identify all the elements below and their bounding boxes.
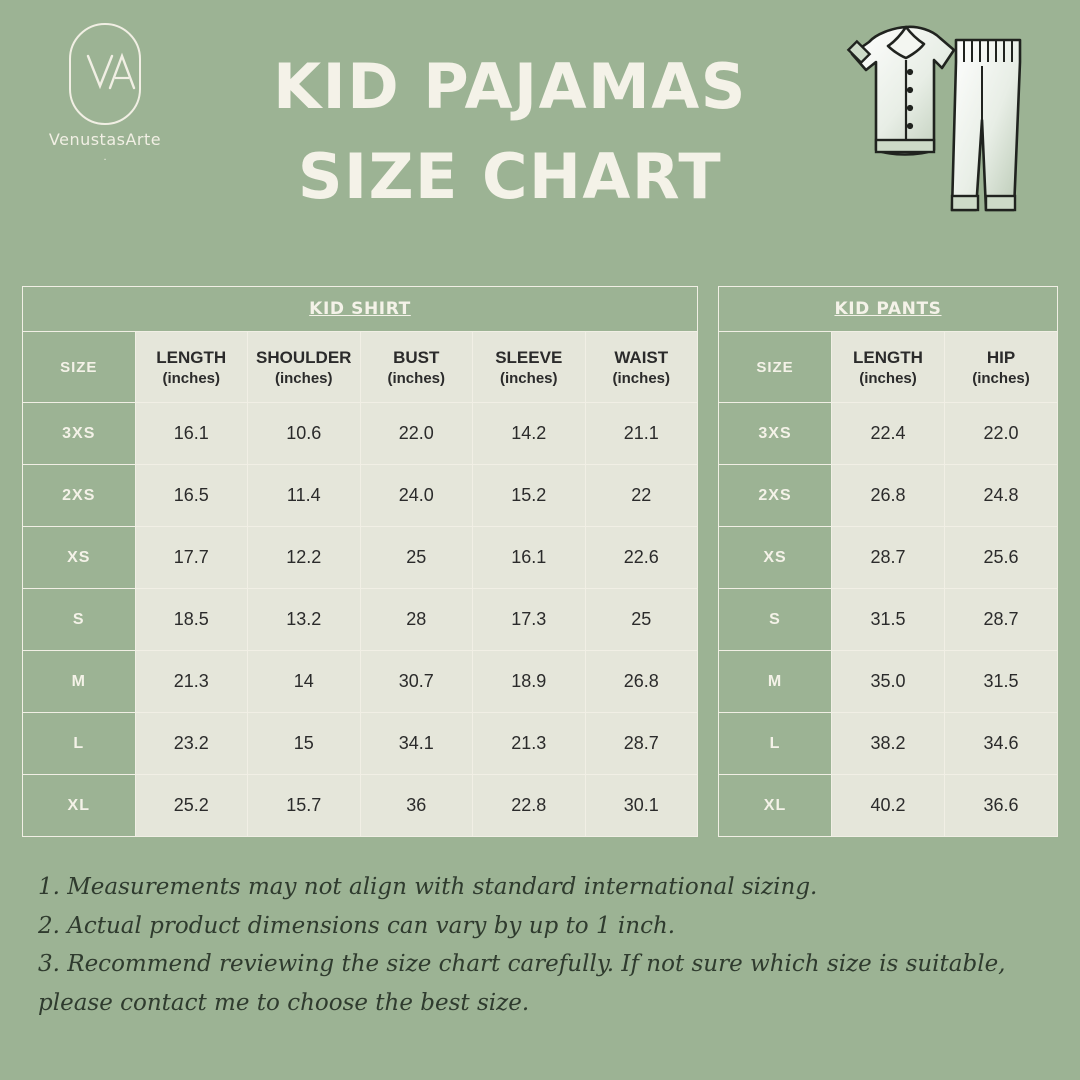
cell-bust: 34.1 (360, 713, 473, 775)
size-tables (22, 286, 1058, 837)
table-header-row (719, 332, 1058, 403)
column-label: HIP (986, 347, 1016, 367)
column-header-length (832, 332, 945, 403)
column-label: SLEEVE (495, 347, 563, 367)
cell-hip: 34.6 (945, 713, 1058, 775)
cell-sleeve: 22.8 (473, 775, 586, 837)
size-label: L (23, 713, 136, 775)
cell-sleeve: 14.2 (473, 403, 586, 465)
cell-length: 28.7 (832, 527, 945, 589)
column-header-bust (360, 332, 473, 403)
column-header-waist (585, 332, 698, 403)
cell-shoulder: 15.7 (248, 775, 361, 837)
cell-length: 31.5 (832, 589, 945, 651)
column-unit: (inches) (499, 369, 558, 387)
column-header-length (135, 332, 248, 403)
cell-length: 22.4 (832, 403, 945, 465)
cell-waist: 22 (585, 465, 698, 527)
table-row (719, 713, 1058, 775)
cell-length: 26.8 (832, 465, 945, 527)
cell-length: 35.0 (832, 651, 945, 713)
cell-hip: 25.6 (945, 527, 1058, 589)
cell-hip: 31.5 (945, 651, 1058, 713)
table-title-row (23, 287, 698, 332)
column-unit: (inches) (274, 369, 333, 387)
column-label: LENGTH (156, 347, 227, 367)
note-3: 3. Recommend reviewing the size chart carefully. If not sure which size is suitable, (38, 951, 1006, 978)
table-header-row (23, 332, 698, 403)
cell-shoulder: 11.4 (248, 465, 361, 527)
cell-bust: 28 (360, 589, 473, 651)
size-label: XL (719, 775, 832, 837)
size-label: M (23, 651, 136, 713)
table-row (23, 651, 698, 713)
size-label: XS (719, 527, 832, 589)
cell-sleeve: 17.3 (473, 589, 586, 651)
cell-waist: 26.8 (585, 651, 698, 713)
cell-waist: 30.1 (585, 775, 698, 837)
notes-block (38, 868, 1048, 1023)
cell-shoulder: 12.2 (248, 527, 361, 589)
column-header-sleeve (473, 332, 586, 403)
cell-bust: 24.0 (360, 465, 473, 527)
table-row (23, 589, 698, 651)
kid-shirt-table (22, 286, 698, 837)
brand-dot: . (103, 151, 107, 163)
kid-pants-table (718, 286, 1058, 837)
cell-sleeve: 21.3 (473, 713, 586, 775)
cell-length: 23.2 (135, 713, 248, 775)
cell-bust: 22.0 (360, 403, 473, 465)
column-label: WAIST (614, 347, 669, 367)
cell-waist: 21.1 (585, 403, 698, 465)
size-label: 2XS (719, 465, 832, 527)
table-row (23, 465, 698, 527)
cell-sleeve: 18.9 (473, 651, 586, 713)
table-row (719, 589, 1058, 651)
column-header-size: SIZE (23, 332, 136, 403)
table-row (719, 465, 1058, 527)
cell-hip: 28.7 (945, 589, 1058, 651)
cell-shoulder: 10.6 (248, 403, 361, 465)
cell-hip: 22.0 (945, 403, 1058, 465)
table-row (719, 403, 1058, 465)
cell-bust: 30.7 (360, 651, 473, 713)
cell-waist: 25 (585, 589, 698, 651)
size-label: 3XS (719, 403, 832, 465)
size-label: XS (23, 527, 136, 589)
pajama-set-illustration (814, 10, 1044, 245)
title-line-2: SIZE CHART (297, 139, 723, 213)
kid-shirt-title: KID SHIRT (23, 287, 698, 332)
size-label: M (719, 651, 832, 713)
cell-shoulder: 14 (248, 651, 361, 713)
table-row (719, 651, 1058, 713)
table-row (23, 775, 698, 837)
kid-pants-title: KID PANTS (719, 287, 1058, 332)
cell-length: 18.5 (135, 589, 248, 651)
column-unit: (inches) (162, 369, 220, 387)
size-label: 2XS (23, 465, 136, 527)
table-row (719, 527, 1058, 589)
note-1: 1. Measurements may not align with standard international sizing. (38, 874, 818, 900)
table-row (23, 527, 698, 589)
size-label: L (719, 713, 832, 775)
column-header-shoulder (248, 332, 361, 403)
size-label: S (23, 589, 136, 651)
cell-sleeve: 16.1 (473, 527, 586, 589)
cell-length: 21.3 (135, 651, 248, 713)
cell-length: 16.5 (135, 465, 248, 527)
column-label: BUST (393, 347, 440, 367)
table-row (23, 403, 698, 465)
monogram-icon (66, 20, 144, 128)
table-row (719, 775, 1058, 837)
cell-waist: 22.6 (585, 527, 698, 589)
note-2: 2. Actual product dimensions can vary by up to 1 inch. (38, 912, 676, 939)
cell-bust: 25 (360, 527, 473, 589)
cell-hip: 36.6 (945, 775, 1058, 837)
column-label: LENGTH (853, 347, 923, 367)
note-3-cont: please contact me to choose the best size. (38, 989, 530, 1016)
cell-waist: 28.7 (585, 713, 698, 775)
table-title-row (719, 287, 1058, 332)
cell-shoulder: 15 (248, 713, 361, 775)
column-label: SHOULDER (256, 347, 352, 367)
cell-length: 38.2 (832, 713, 945, 775)
cell-bust: 36 (360, 775, 473, 837)
column-header-hip (945, 332, 1058, 403)
size-label: S (719, 589, 832, 651)
cell-length: 40.2 (832, 775, 945, 837)
size-label: 3XS (23, 403, 136, 465)
cell-length: 16.1 (135, 403, 248, 465)
cell-shoulder: 13.2 (248, 589, 361, 651)
brand-logo (30, 20, 180, 163)
page-title (190, 42, 830, 222)
table-row (23, 713, 698, 775)
column-unit: (inches) (387, 369, 445, 387)
size-label: XL (23, 775, 136, 837)
title-line-1: KID PAJAMAS (273, 50, 747, 123)
cell-sleeve: 15.2 (473, 465, 586, 527)
cell-length: 17.7 (135, 527, 248, 589)
column-unit: (inches) (612, 369, 670, 387)
column-header-size: SIZE (719, 332, 832, 403)
cell-hip: 24.8 (945, 465, 1058, 527)
column-unit: (inches) (972, 369, 1030, 387)
cell-length: 25.2 (135, 775, 248, 837)
column-unit: (inches) (859, 369, 917, 387)
brand-name: VenustasArte (48, 130, 162, 149)
